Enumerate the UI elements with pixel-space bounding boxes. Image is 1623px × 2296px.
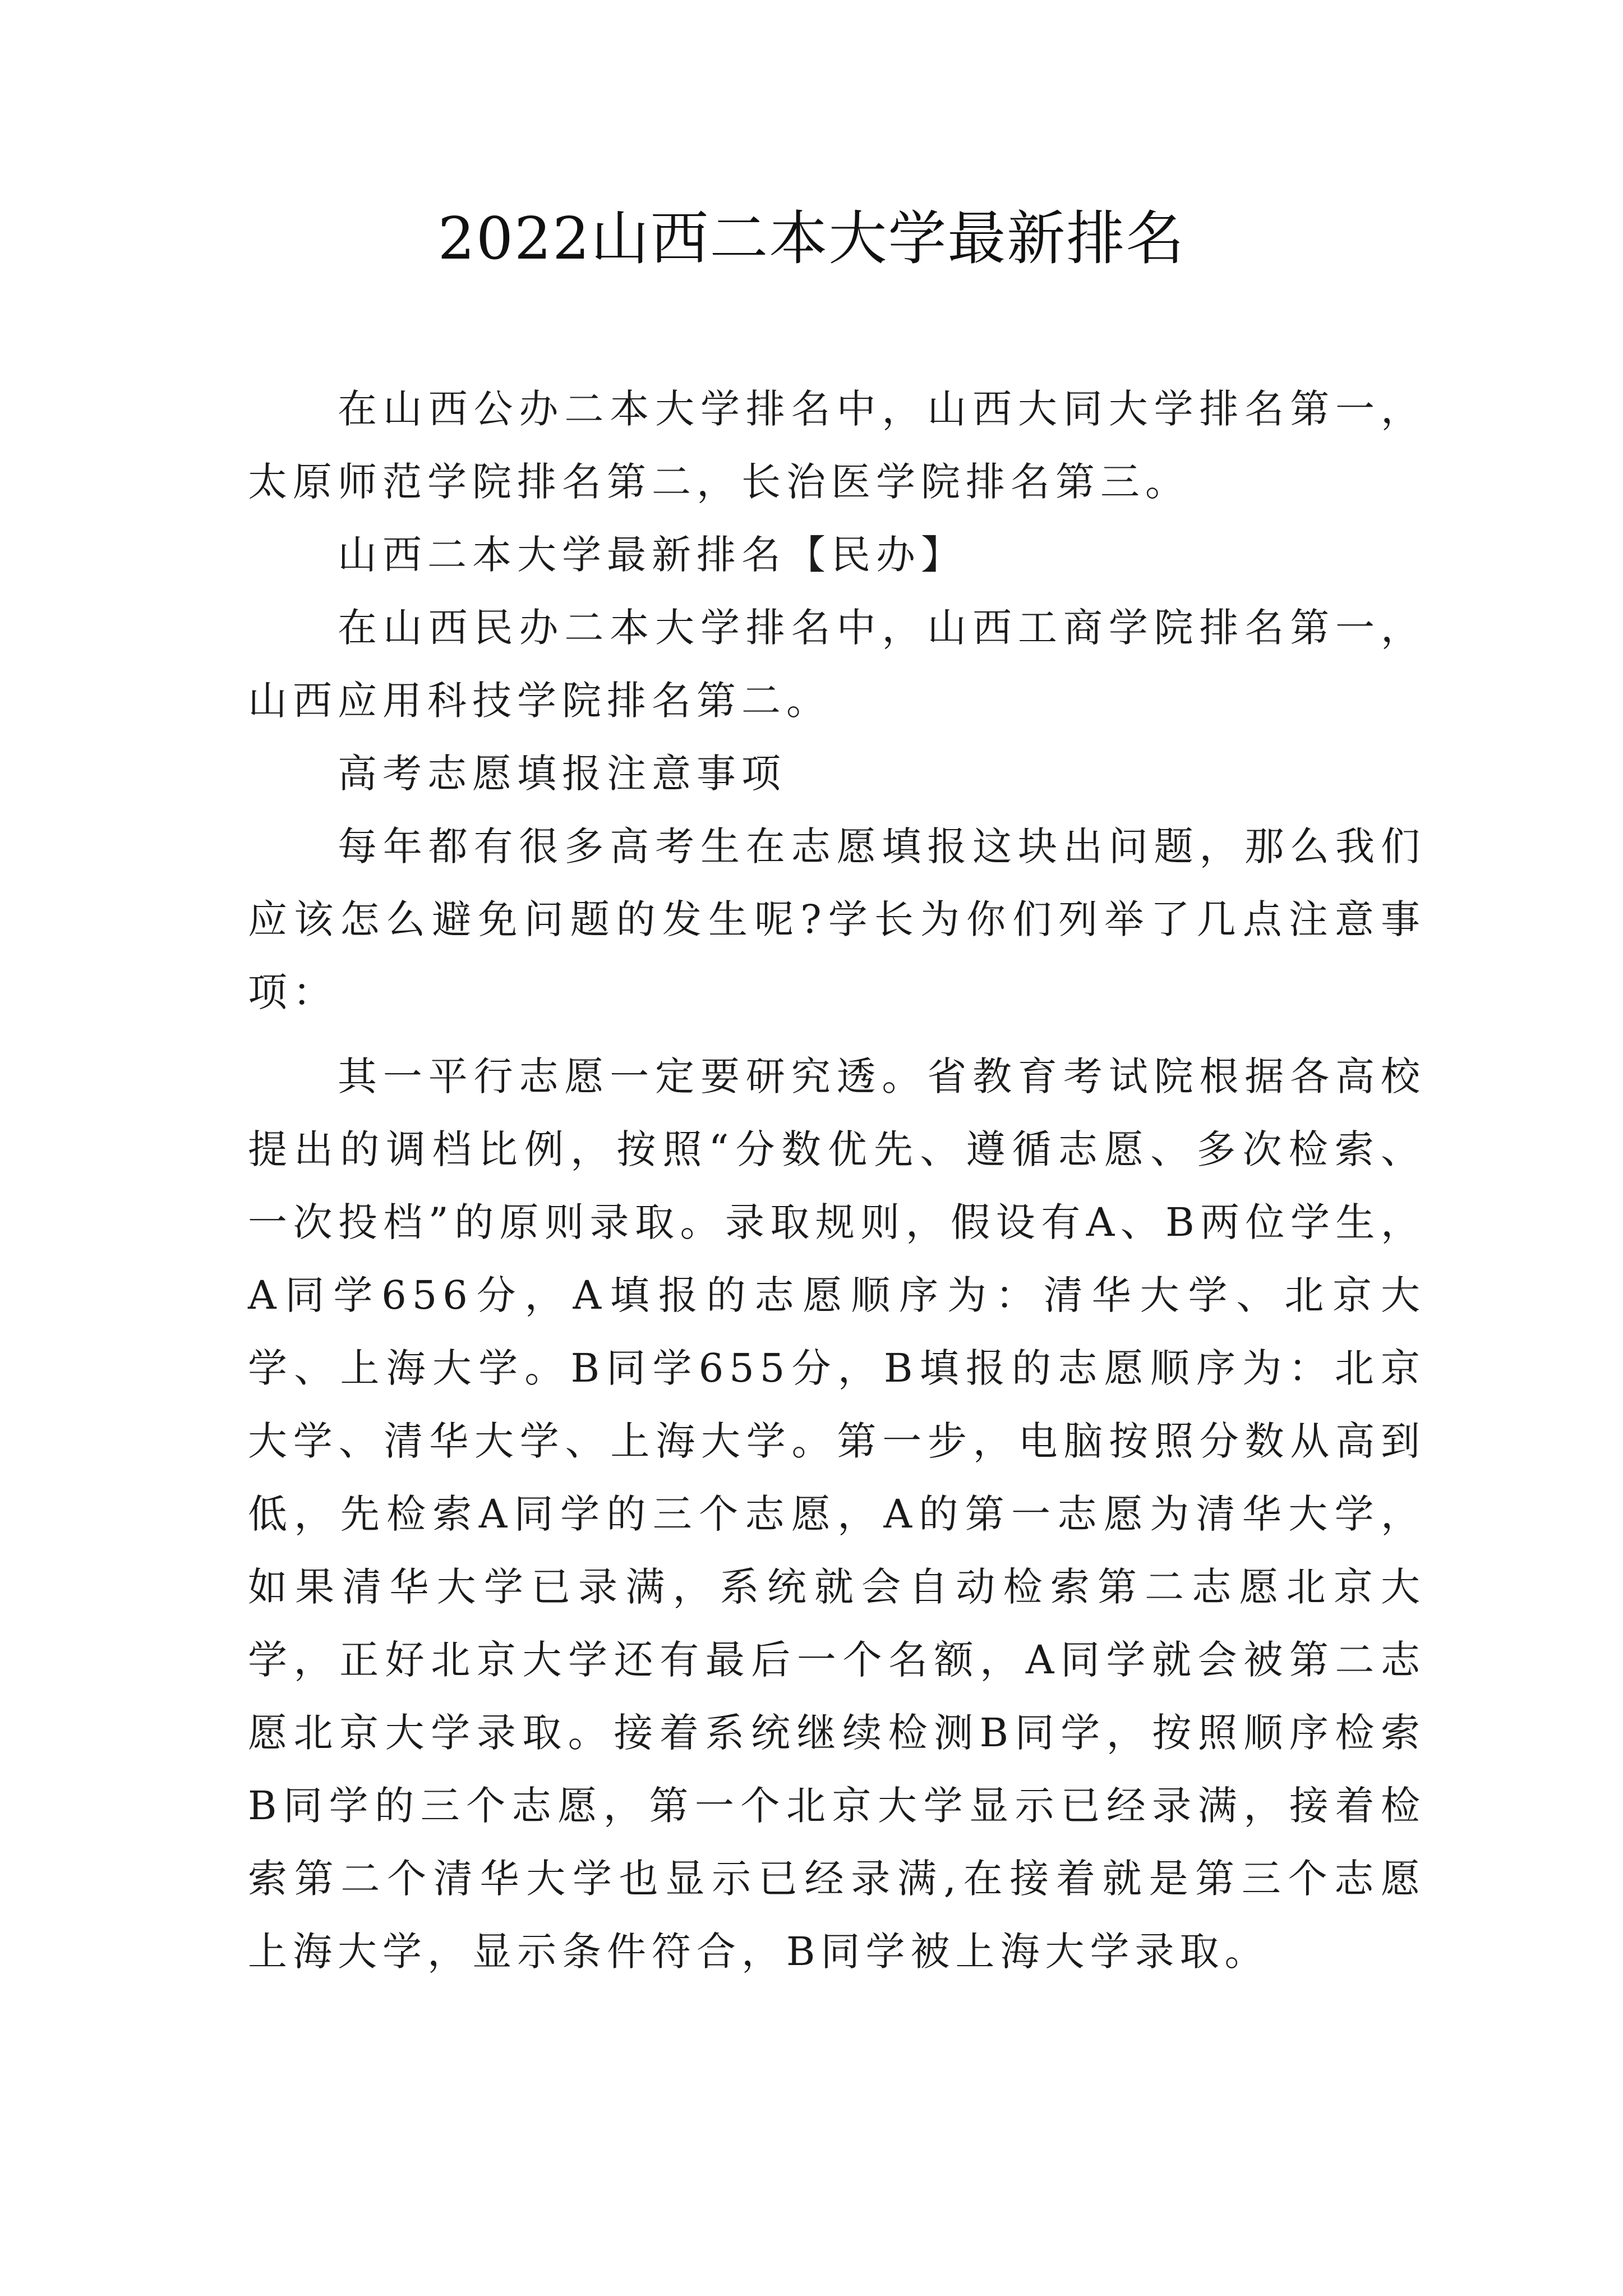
paragraph-application-intro: 每年都有很多高考生在志愿填报这块出问题，那么我们应该怎么避免问题的发生呢?学长为你们列举了几点注意事项： (248, 823, 1426, 1015)
document-body (248, 372, 1426, 1988)
heading-private-ranking: 山西二本大学最新排名【民办】 (338, 532, 966, 578)
document-title: 2022山西二本大学最新排名 (437, 204, 1186, 273)
paragraph-private-ranking: 在山西民办二本大学排名中，山西工商学院排名第一，山西应用科技学院排名第二。 (248, 605, 1426, 724)
heading-application-notes: 高考志愿填报注意事项 (338, 751, 786, 797)
paragraph-parallel-choices: 其一平行志愿一定要研究透。省教育考试院根据各高校提出的调档比例，按照“分数优先、遵循志愿、多次检索、一次投档”的原则录取。录取规则，假设有A、B两位学生，A同学656分，A填报的志愿顺序为：清华大学、北京大学、上海大学。B同学655分，B填报的志愿顺序为：北京大学、清华大学、上海大学。第一步，电脑按照分数从高到低，先检索A同学的三个志愿，A的第一志愿为清华大学，如果清华大学已录满，系统就会自动检索第二志愿北京大学，正好北京大学还有最后一个名额，A同学就会被第二志愿北京大学录取。接着系统继续检测B同学，按照顺序检索B同学的三个志愿，第一个北京大学显示已经录满，接着检索第二个清华大学也显示已经录满,在接着就是第三个志愿上海大学，显示条件符合，B同学被上海大学录取。 (248, 1053, 1426, 1975)
paragraph-public-ranking: 在山西公办二本大学排名中，山西大同大学排名第一，太原师范学院排名第二，长治医学院排名第三。 (248, 386, 1426, 505)
